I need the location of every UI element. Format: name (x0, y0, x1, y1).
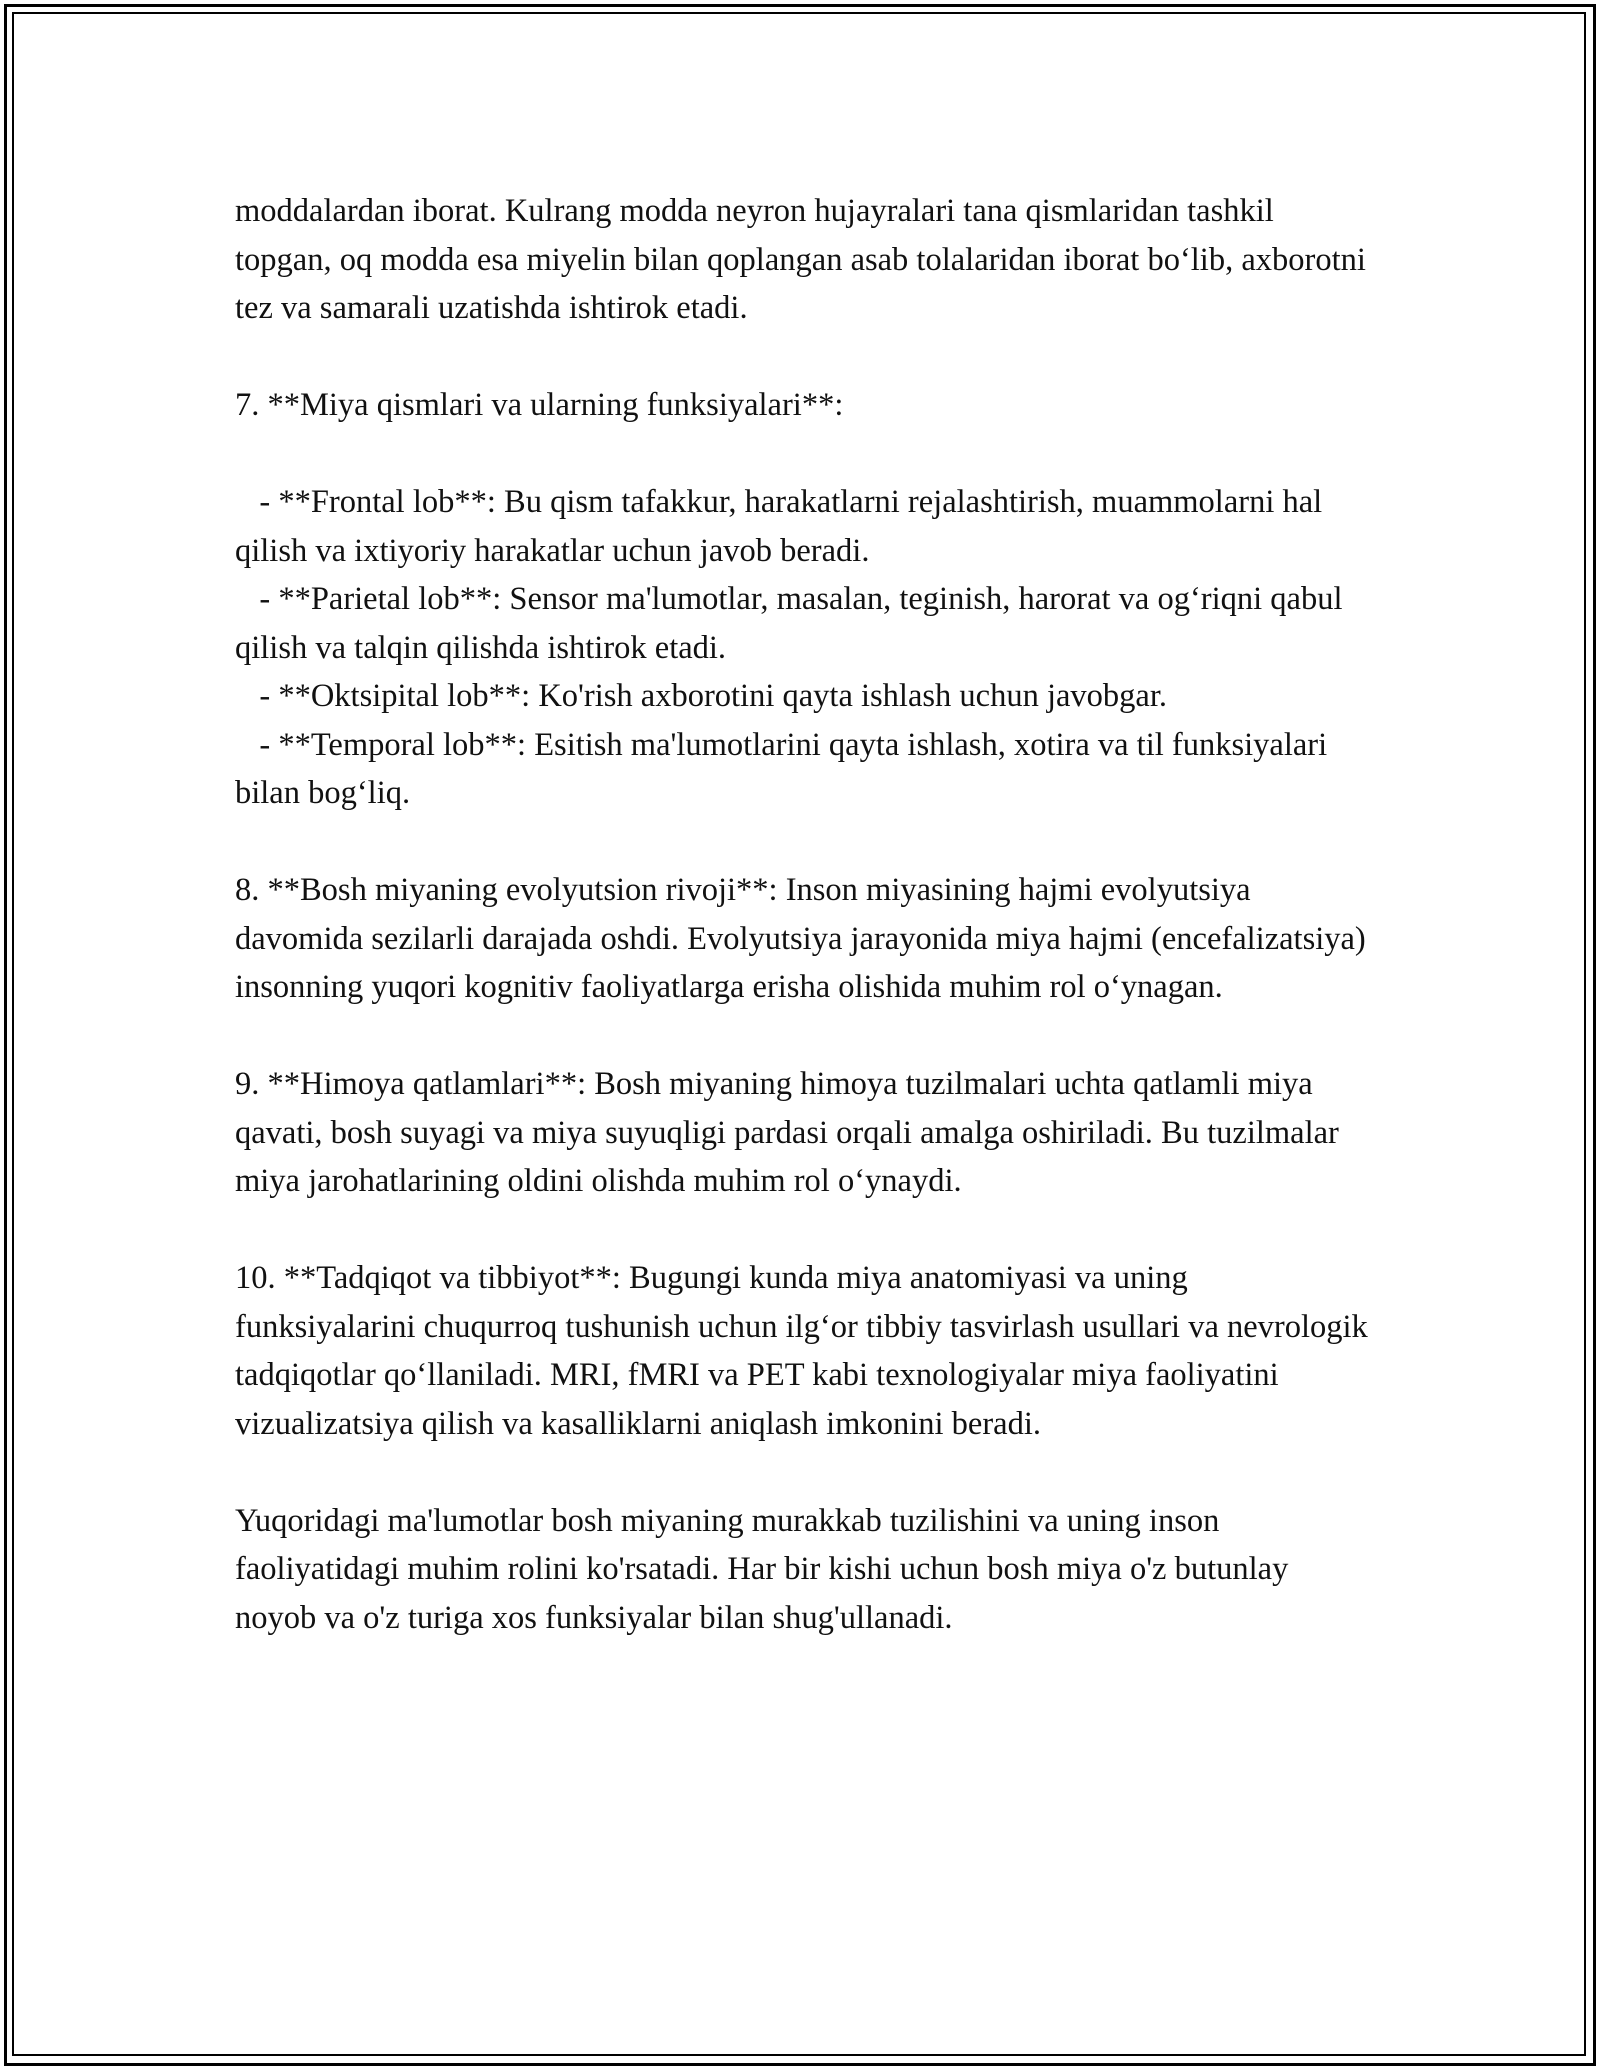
section-10-paragraph: 10. **Tadqiqot va tibbiyot**: Bugungi kunda miya anatomiyasi va uning funksiyalarini chuqurroq tushunish uchun ilg‘or tibbiy tasvirlash usullari va nevrologik tadqiqotlar qo‘llaniladi. MRI, fMRI va PET kabi texnologiyalar miya faoliyatini vizualizatsiya qilish va kasalliklarni aniqlash imkonini beradi. (235, 1260, 1368, 1442)
document-body (235, 187, 1375, 1642)
section-9-paragraph: 9. **Himoya qatlamlari**: Bosh miyaning himoya tuzilmalari uchta qatlamli miya qavati, bosh suyagi va miya suyuqligi pardasi orqali amalga oshiriladi. Bu tuzilmalar miya jarohatlarining oldini olishda muhim rol o‘ynaydi. (235, 1066, 1339, 1199)
list-item-parietal-lob (235, 575, 1375, 672)
list-item-temporal-lob (235, 721, 1375, 818)
list-item-text: - **Oktsipital lob**: Ko'rish axborotini qayta ishlash uchun javobgar. (259, 678, 1167, 714)
list-item-text: - **Parietal lob**: Sensor ma'lumotlar, masalan, teginish, harorat va og‘riqni qabul qilish va talqin qilishda ishtirok etadi. (235, 581, 1343, 666)
list-item-oktsipital-lob (235, 672, 1375, 721)
list-item-text: - **Frontal lob**: Bu qism tafakkur, harakatlarni rejalashtirish, muammolarni hal qilish va ixtiyoriy harakatlar uchun javob beradi. (235, 484, 1323, 569)
conclusion-paragraph: Yuqoridagi ma'lumotlar bosh miyaning murakkab tuzilishini va uning inson faoliyatidagi muhim rolini ko'rsatadi. Har bir kishi uchun bosh miya o'z butunlay noyob va o'z turiga xos funksiyalar bilan shug'ullanadi. (235, 1502, 1289, 1636)
section-8-paragraph: 8. **Bosh miyaning evolyutsion rivoji**: Inson miyasining hajmi evolyutsiya davomida sezilarli darajada oshdi. Evolyutsiya jarayonida miya hajmi (encefalizatsiya) insonning yuqori kognitiv faoliyatlarga erisha olishida muhim rol o‘ynagan. (235, 872, 1366, 1005)
section-7 (235, 381, 1375, 818)
section-7-heading: 7. **Miya qismlari va ularning funksiyalari**: (235, 387, 844, 423)
list-item-frontal-lob (235, 478, 1375, 575)
list-item-text: - **Temporal lob**: Esitish ma'lumotlarini qayta ishlash, xotira va til funksiyalari bilan bog‘liq. (235, 726, 1328, 811)
intro-paragraph: moddalardan iborat. Kulrang modda neyron hujayralari tana qismlaridan tashkil topgan, oq modda esa miyelin bilan qoplangan asab tolalaridan iborat bo‘lib, axborotni tez va samarali uzatishda ishtirok etadi. (235, 193, 1366, 326)
